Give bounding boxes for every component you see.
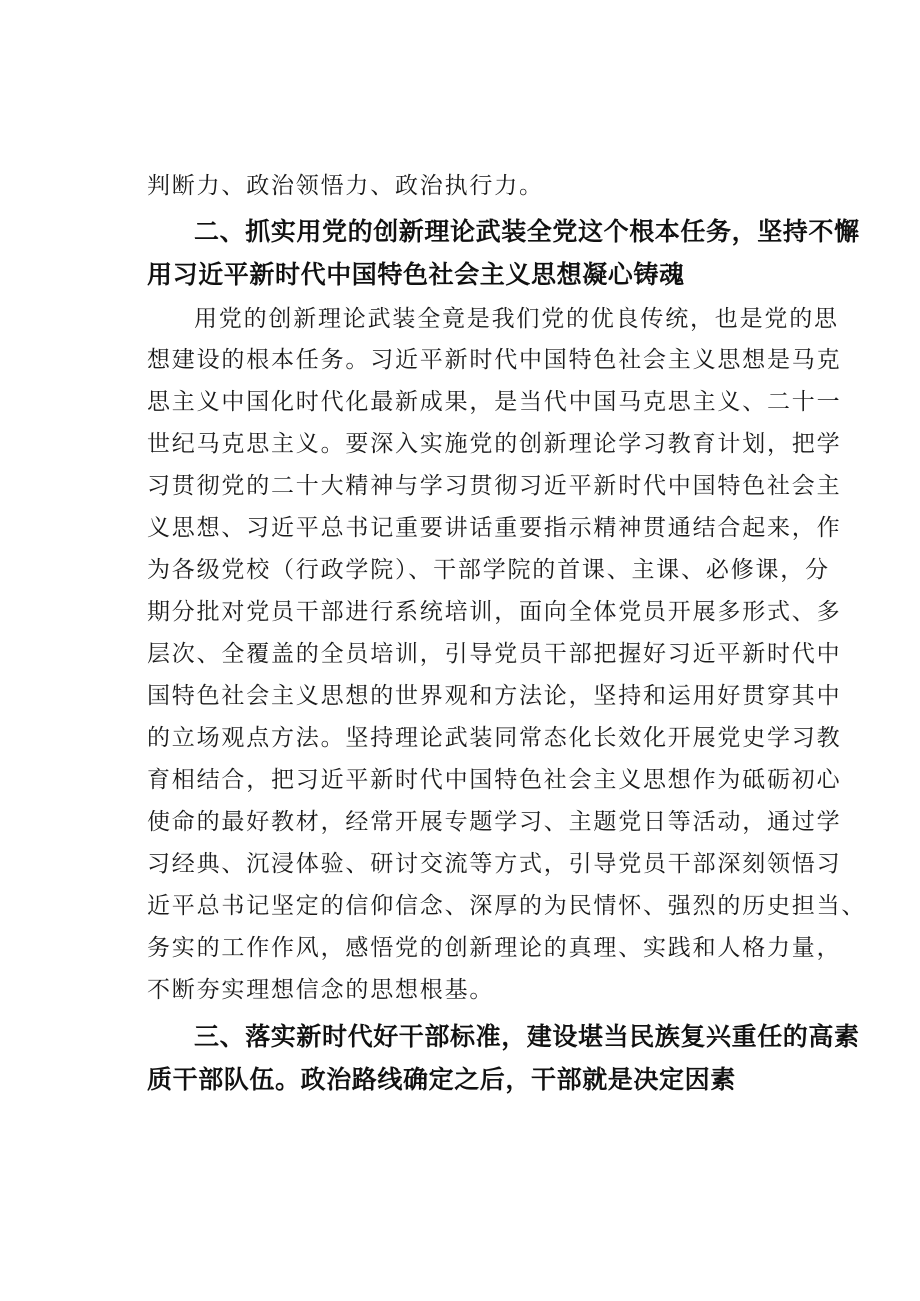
body-line: 思主义中国化时代化最新成果，是当代中国马克思主义、二十一 (147, 389, 842, 415)
body-line: 层次、全覆盖的全员培训，引导党员干部把握好习近平新时代中 (147, 641, 842, 667)
body-line: 国特色社会主义思想的世界观和方法论，坚持和运用好贯穿其中 (147, 683, 842, 709)
body-line: 义思想、习近平总书记重要讲话重要指示精神贯通结合起来，作 (147, 515, 842, 541)
section-heading-line: 二、抓实用党的创新理论武装全党这个根本任务，坚持不懈 (194, 217, 860, 246)
section-heading-line: 三、落实新时代好干部标准，建设堪当民族复兴重任的高素 (194, 1022, 860, 1051)
body-line: 用党的创新理论武装全竟是我们党的优良传统，也是党的思 (194, 306, 839, 332)
body-line: 习贯彻党的二十大精神与学习贯彻习近平新时代中国特色社会主 (147, 473, 842, 499)
body-line: 近平总书记坚定的信仰信念、深厚的为民情怀、强烈的历史担当、 (147, 893, 867, 919)
body-line: 使命的最好教材，经常开展专题学习、主题党日等活动，通过学 (147, 809, 842, 835)
section-heading-line: 质干部队伍。政治路线确定之后，干部就是决定因素 (147, 1065, 736, 1094)
body-line: 的立场观点方法。坚持理论武装同常态化长效化开展党史学习教 (147, 725, 842, 751)
body-line: 世纪马克思主义。要深入实施党的创新理论学习教育计划，把学 (147, 431, 842, 457)
body-line: 习经典、沉浸体验、研讨交流等方式，引导党员干部深刻领悟习 (147, 851, 842, 877)
body-line: 期分批对党员干部进行系统培训，面向全体党员开展多形式、多 (147, 599, 842, 625)
body-line: 育相结合，把习近平新时代中国特色社会主义思想作为砥砺初心 (147, 767, 842, 793)
body-line: 为各级党校（行政学院）、干部学院的首课、主课、必修课，分 (147, 557, 830, 583)
body-line: 想建设的根本任务。习近平新时代中国特色社会主义思想是马克 (147, 347, 842, 373)
body-line: 不断夯实理想信念的思想根基。 (147, 977, 495, 1003)
section-heading-line: 用习近平新时代中国特色社会主义思想凝心铸魂 (147, 260, 685, 289)
body-line: 务实的工作作风，感悟党的创新理论的真理、实践和人格力量， (147, 935, 842, 961)
body-line: 判断力、政治领悟力、政治执行力。 (147, 173, 544, 199)
